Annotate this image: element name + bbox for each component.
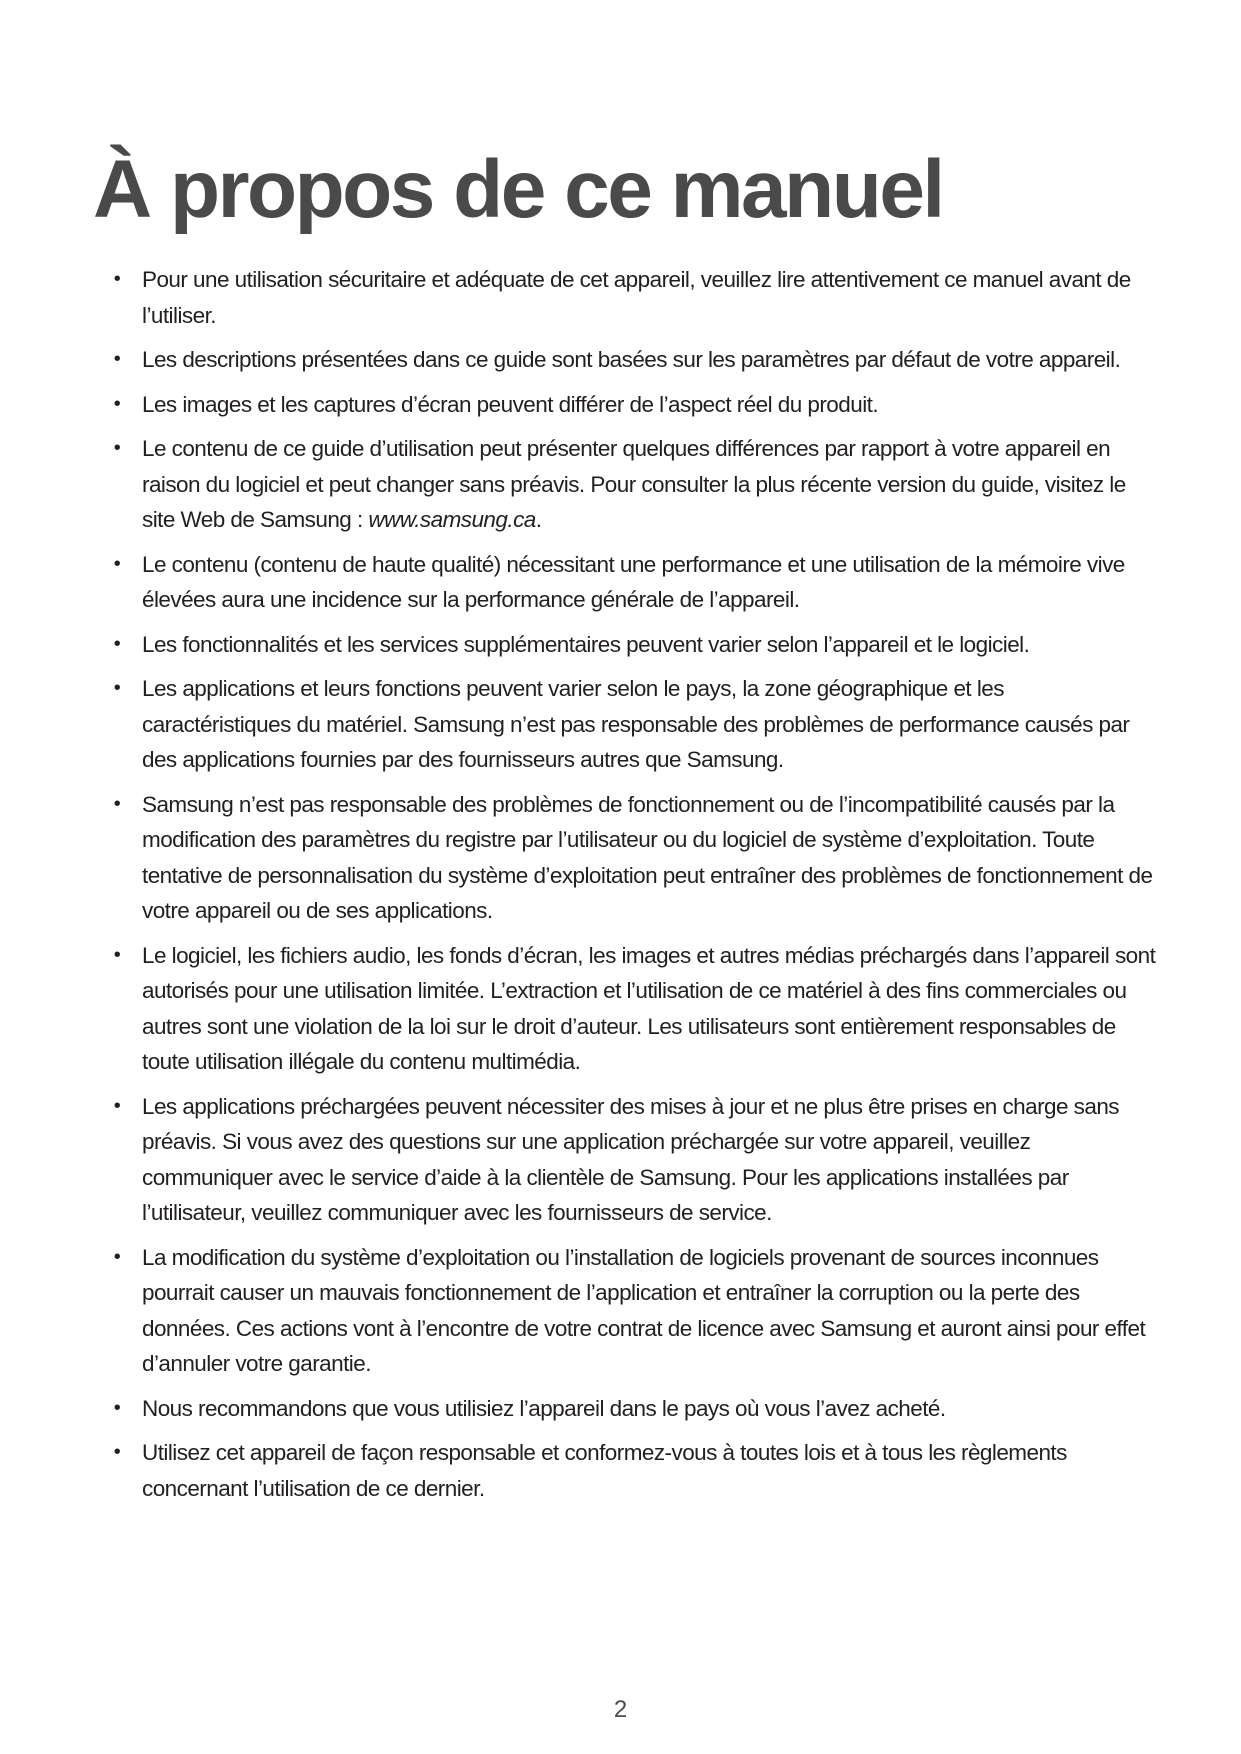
bullet-icon: • <box>113 792 121 815</box>
bullet-icon: • <box>113 1441 121 1463</box>
list-item <box>108 627 1158 663</box>
list-item <box>108 938 1158 1080</box>
list-item-suffix: . <box>535 507 542 532</box>
bullet-icon: • <box>113 348 121 370</box>
list-item <box>108 431 1158 538</box>
list-item <box>108 1435 1158 1506</box>
samsung-website-link[interactable]: www.samsung.ca <box>368 507 536 532</box>
list-item <box>108 262 1158 333</box>
bullet-icon: • <box>113 437 121 459</box>
bullet-list <box>108 262 1158 1506</box>
list-item <box>108 1240 1158 1382</box>
list-item-text: Samsung n’est pas responsable des problèmes de fonctionnement ou de l’incompatibilité causés par la modification des paramètres du registre par l’utilisateur ou du logiciel de système d’exploitation. Toute tentative de personnalisation du système d’exploitation peut entraîner des problèmes de fonctionnement de votre appareil ou de ses applications. <box>142 791 1153 923</box>
bullet-icon: • <box>113 1396 121 1419</box>
list-item <box>108 342 1158 378</box>
bullet-icon: • <box>113 1245 121 1268</box>
list-item <box>108 547 1158 618</box>
list-item <box>108 1089 1158 1231</box>
page-title: À propos de ce manuel <box>93 144 943 235</box>
bullet-icon: • <box>113 392 121 415</box>
bullet-icon: • <box>113 677 121 699</box>
bullet-icon: • <box>113 632 121 655</box>
list-item <box>108 787 1158 929</box>
page-number: 2 <box>613 1696 628 1723</box>
bullet-icon: • <box>113 552 121 575</box>
bullet-icon: • <box>113 1094 121 1117</box>
list-item <box>108 671 1158 778</box>
list-item-text: Le contenu (contenu de haute qualité) nécessitant une performance et une utilisation de la mémoire vive élevées aura une incidence sur la performance générale de l’appareil. <box>142 551 1125 612</box>
bullet-icon: • <box>113 943 121 966</box>
list-item-text: Les applications et leurs fonctions peuvent varier selon le pays, la zone géographique et les caractéristiques du matériel. Samsung n’est pas responsable des problèmes de performance causés par des applications fournies par des fournisseurs autres que Samsung. <box>142 676 1130 772</box>
list-item <box>108 1391 1158 1427</box>
list-item-text: Les descriptions présentées dans ce guide sont basées sur les paramètres par défaut de votre appareil. <box>142 347 1121 372</box>
list-item-text: Le logiciel, les fichiers audio, les fonds d’écran, les images et autres médias préchargés dans l’appareil sont autorisés pour une utilisation limitée. L’extraction et l’utilisation de ce matériel à des fins commerciales ou autres sont une violation de la loi sur le droit d’auteur. Les utilisateurs sont entièrement responsables de toute utilisation illégale du contenu multimédia. <box>142 942 1156 1074</box>
list-item <box>108 387 1158 423</box>
list-item-text: Le contenu de ce guide d’utilisation peut présenter quelques différences par rapport à votre appareil en raison du logiciel et peut changer sans préavis. Pour consulter la plus récente version du guide, visitez le site Web de Samsung : <box>142 436 1126 532</box>
list-item-text: Nous recommandons que vous utilisiez l’appareil dans le pays où vous l’avez acheté. <box>142 1395 946 1421</box>
list-item-text: La modification du système d’exploitation ou l’installation de logiciels provenant de sources inconnues pourrait causer un mauvais fonctionnement de l’application et entraîner la corruption ou la perte des données. Ces actions vont à l’encontre de votre contrat de licence avec Samsung et auront ainsi pour effet d’annuler votre garantie. <box>142 1244 1146 1376</box>
bullet-icon: • <box>113 268 121 290</box>
list-item-text: Les applications préchargées peuvent nécessiter des mises à jour et ne plus être prises en charge sans préavis. Si vous avez des questions sur une application préchargée sur votre appareil, veuillez communiquer avec le service d’aide à la clientèle de Samsung. Pour les applications installées par l’utilisateur, veuillez communiquer avec les fournisseurs de service. <box>142 1093 1119 1225</box>
list-item-text: Les images et les captures d’écran peuvent différer de l’aspect réel du produit. <box>142 391 879 417</box>
list-item-text: Pour une utilisation sécuritaire et adéquate de cet appareil, veuillez lire attentivement ce manuel avant de l’utiliser. <box>142 267 1131 328</box>
list-item-text: Utilisez cet appareil de façon responsable et conformez-vous à toutes lois et à tous les règlements concernant l’utilisation de ce dernier. <box>142 1440 1067 1501</box>
list-item-text: Les fonctionnalités et les services supplémentaires peuvent varier selon l’appareil et le logiciel. <box>142 631 1030 657</box>
